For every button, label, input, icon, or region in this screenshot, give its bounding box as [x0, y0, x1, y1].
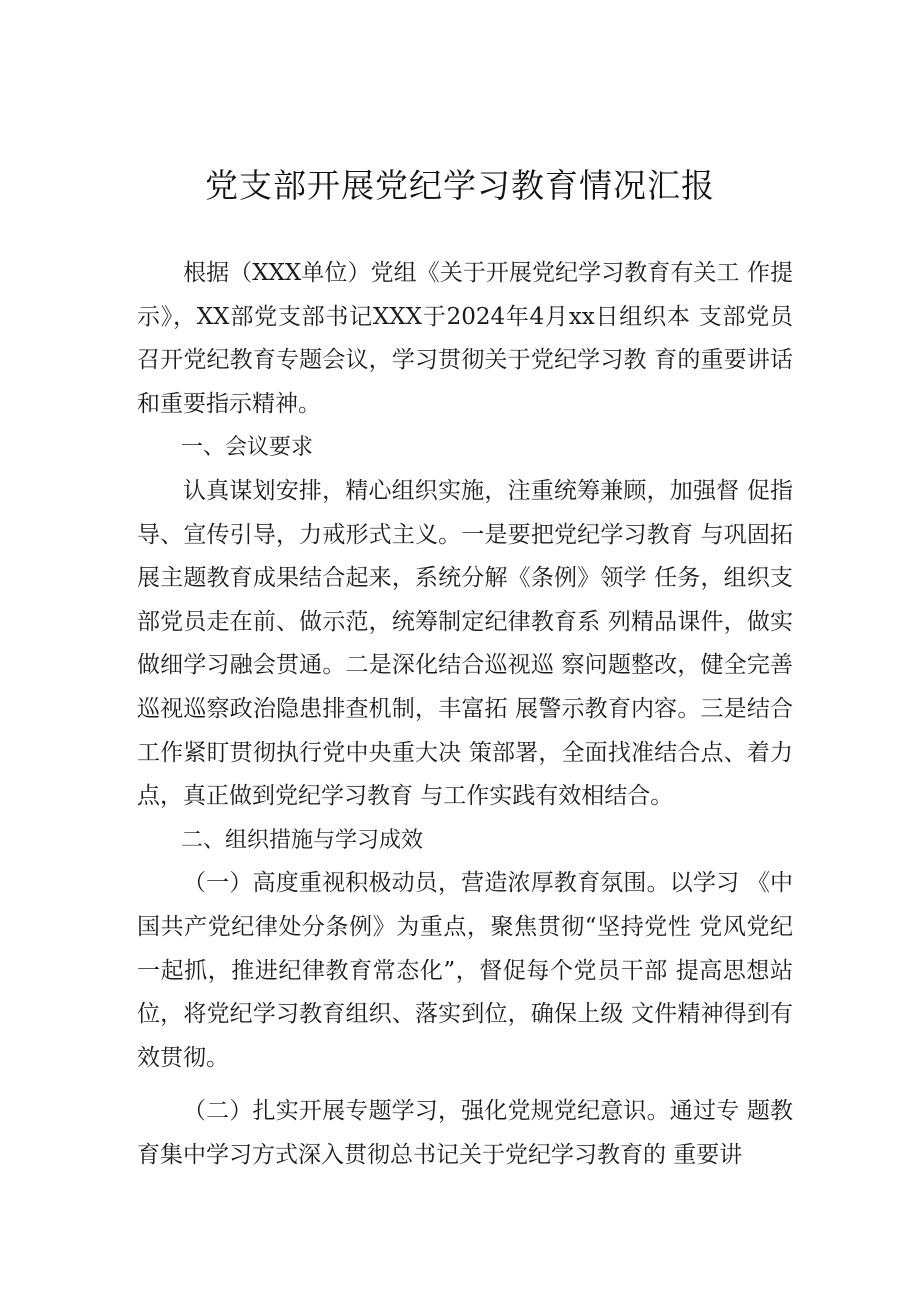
intro-paragraph: 根据（XXX单位）党组《关于开展党纪学习教育有关工 作提示》，XX部党支部书记XXX于2024年4月xx日组织本 支部党员召开党纪教育专题会议，学习贯彻关于党纪学习教 育的重要讲话和重要指示精神。 [137, 260, 793, 417]
document-title: 党支部开展党纪学习教育情况汇报 [205, 166, 715, 205]
section-heading-meeting-requirements: 一、会议要求 [181, 435, 314, 461]
measures-paragraph-1: （一）高度重视积极动员，营造浓厚教育氛围。以学习 《中国共产党纪律处分条例》为重点，聚焦贯彻“坚持党性 党风党纪一起抓，推进纪律教育常态化”，督促每个党员干部 提高思想站位，将党纪学习教育组织、落实到位，确保上级 文件精神得到有效贯彻。 [137, 870, 793, 1071]
document-body [137, 252, 793, 1177]
measures-paragraph-2: （二）扎实开展专题学习，强化党规党纪意识。通过专 题教育集中学习方式深入贯彻总书记关于党纪学习教育的 重要讲 [137, 1098, 793, 1168]
paragraph-spacer [137, 1080, 793, 1090]
section-heading-measures-and-results: 二、组织措施与学习成效 [181, 827, 424, 853]
meeting-requirements-paragraph: 认真谋划安排，精心组织实施，注重统筹兼顾，加强督 促指导、宣传引导，力戒形式主义。一是要把党纪学习教育 与巩固拓展主题教育成果结合起来，系统分解《条例》领学 任务，组织支部党员走在前、做示范，统筹制定纪律教育系 列精品课件，做实做细学习融会贯通。二是深化结合巡视巡 察问题整改，健全完善巡视巡察政治隐患排查机制，丰富拓 展警示教育内容。三是结合工作紧盯贯彻执行党中央重大决 策部署，全面找准结合点、着力点，真正做到党纪学习教育 与工作实践有效相结合。 [137, 477, 793, 810]
